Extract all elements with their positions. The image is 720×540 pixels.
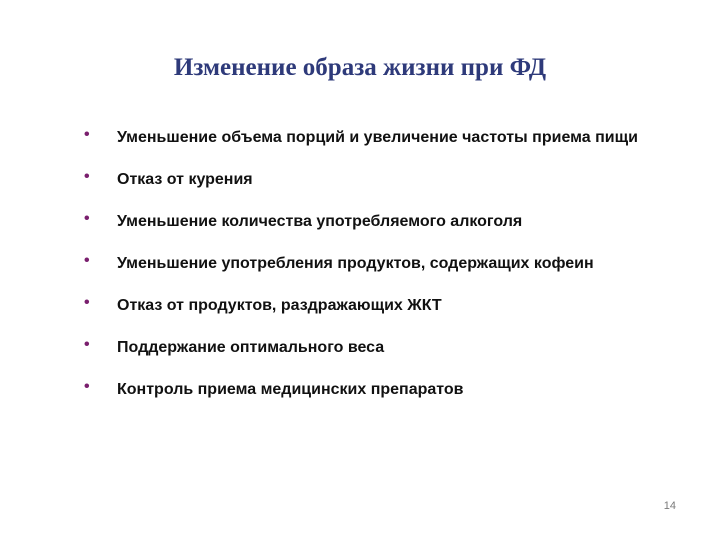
list-item: [84, 208, 664, 236]
bullet-icon: •: [84, 336, 90, 353]
bullet-icon: •: [84, 378, 90, 395]
bullet-icon: •: [84, 126, 90, 143]
bullet-text: Отказ от курения: [117, 171, 253, 188]
list-item: [84, 250, 664, 278]
bullet-text: Уменьшение употребления продуктов, содержащих кофеин: [117, 255, 594, 272]
bullet-text: Уменьшение объема порций и увеличение частоты приема пищи: [117, 129, 638, 146]
list-item: [84, 292, 664, 320]
bullet-text: Поддержание оптимального веса: [117, 339, 385, 356]
list-item: [84, 166, 664, 194]
bullet-text: Отказ от продуктов, раздражающих ЖКТ: [117, 297, 442, 314]
list-item: [84, 124, 664, 152]
bullet-icon: •: [84, 210, 90, 227]
bullet-icon: •: [84, 168, 90, 185]
bullet-icon: •: [84, 252, 90, 269]
bullet-text: Уменьшение количества употребляемого алкоголя: [117, 213, 523, 230]
bullet-text: Контроль приема медицинских препаратов: [117, 381, 464, 398]
page-number: 14: [663, 500, 676, 512]
list-item: [84, 376, 664, 404]
slide-title: Изменение образа жизни при ФД: [173, 54, 547, 81]
bullet-icon: •: [84, 294, 90, 311]
bullet-list: [84, 124, 664, 418]
list-item: [84, 334, 664, 362]
